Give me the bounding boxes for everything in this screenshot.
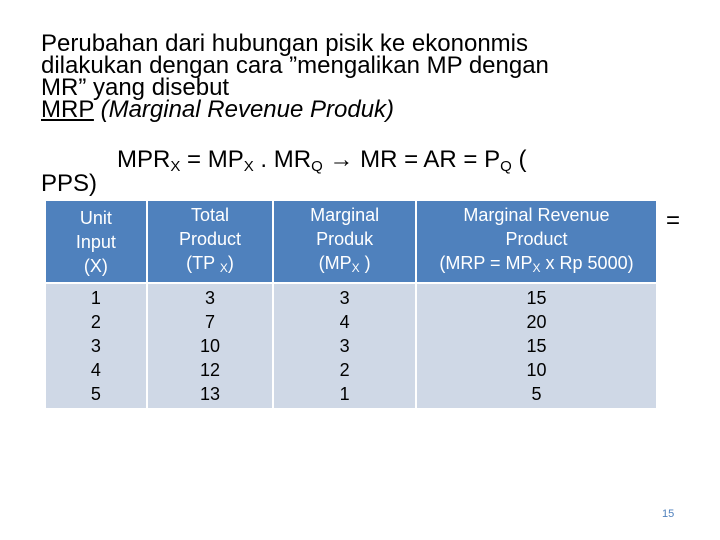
cell-mrp: 5 bbox=[531, 384, 542, 404]
pps-text: PPS) bbox=[41, 170, 98, 197]
header-marginal-l1: Marginal bbox=[310, 205, 380, 225]
header-mrp-l3b: x Rp 5000) bbox=[540, 253, 634, 273]
mrp-formula bbox=[117, 146, 526, 174]
formula-sub-x2: X bbox=[243, 158, 254, 175]
cell-mrp: 10 bbox=[526, 360, 547, 380]
intro-line-3: MR” yang disebut bbox=[41, 74, 230, 101]
header-marginal-l3 bbox=[278, 251, 411, 280]
formula-open-paren: ( bbox=[511, 146, 527, 173]
cell-marginal: 3 bbox=[339, 336, 350, 356]
intro-text bbox=[41, 30, 681, 123]
cell-total: 7 bbox=[204, 312, 215, 332]
mrp-definition: (Marginal Revenue Produk) bbox=[100, 96, 395, 123]
cell-unit: 3 bbox=[90, 336, 101, 356]
equals-sign: = bbox=[666, 207, 681, 234]
header-marginal-l3a: (MP bbox=[318, 253, 352, 273]
cell-total: 12 bbox=[199, 360, 221, 380]
header-marginal-l3sub: X bbox=[351, 261, 360, 275]
header-mrp-l2: Product bbox=[505, 229, 568, 249]
header-unit-input bbox=[45, 200, 147, 283]
cell-total: 10 bbox=[199, 336, 221, 356]
cell-mrp: 15 bbox=[526, 336, 547, 356]
header-mrp bbox=[416, 200, 657, 283]
header-total-l2: Product bbox=[178, 229, 242, 249]
header-mrp-l3a: (MRP = MP bbox=[439, 253, 533, 273]
header-total-l1: Total bbox=[190, 205, 230, 225]
header-mrp-l1: Marginal Revenue bbox=[463, 205, 610, 225]
header-marginal-l2: Produk bbox=[316, 229, 374, 249]
header-total-l3b: ) bbox=[227, 253, 234, 273]
header-unit-l3: (X) bbox=[83, 255, 108, 276]
header-total-product bbox=[147, 200, 274, 283]
formula-sub-q2: Q bbox=[500, 158, 512, 175]
cell-mrp: 20 bbox=[526, 312, 547, 332]
header-marginal-produk bbox=[273, 200, 416, 283]
formula-arrow-part: → MR = AR = P bbox=[322, 146, 501, 173]
header-marginal-l3b: ) bbox=[359, 253, 371, 273]
formula-sub-x: X bbox=[170, 158, 181, 175]
cell-marginal: 1 bbox=[339, 384, 350, 404]
cell-marginal: 2 bbox=[339, 360, 350, 380]
col-marginal-values bbox=[273, 283, 416, 409]
header-unit-l1: Unit bbox=[79, 207, 112, 228]
cell-marginal: 4 bbox=[339, 312, 350, 332]
header-total-l3 bbox=[152, 251, 269, 280]
header-mrp-l3sub: X bbox=[532, 261, 541, 275]
cell-marginal: 3 bbox=[339, 288, 350, 308]
cell-unit: 5 bbox=[90, 384, 101, 404]
formula-eq-mp: = MP bbox=[180, 146, 244, 173]
table-header-row bbox=[45, 200, 657, 283]
col-unit-values bbox=[45, 283, 147, 409]
header-unit-l2: Input bbox=[75, 231, 116, 252]
formula-dot-mr: . MR bbox=[253, 146, 312, 173]
intro-line-4 bbox=[41, 96, 681, 123]
cell-mrp: 15 bbox=[526, 288, 547, 308]
mrp-term: MRP bbox=[41, 96, 94, 123]
table-body-row bbox=[45, 283, 657, 409]
cell-unit: 1 bbox=[90, 288, 101, 308]
header-total-l3sub: X bbox=[219, 261, 228, 275]
intro-line-1: Perubahan dari hubungan pisik ke ekononmis bbox=[41, 30, 528, 57]
formula-mpr: MPR bbox=[117, 146, 171, 173]
col-mrp-values bbox=[416, 283, 657, 409]
cell-unit: 2 bbox=[90, 312, 101, 332]
page-number: 15 bbox=[662, 508, 675, 520]
cell-unit: 4 bbox=[90, 360, 101, 380]
intro-line-2: dilakukan dengan cara ”mengalikan MP dengan bbox=[41, 52, 549, 79]
cell-total: 3 bbox=[204, 288, 215, 308]
formula-sub-q: Q bbox=[311, 158, 323, 175]
col-total-values bbox=[147, 283, 274, 409]
header-total-l3a: (TP bbox=[186, 253, 220, 273]
mrp-table bbox=[44, 199, 658, 410]
header-mrp-l3 bbox=[421, 251, 652, 280]
cell-total: 13 bbox=[199, 384, 221, 404]
